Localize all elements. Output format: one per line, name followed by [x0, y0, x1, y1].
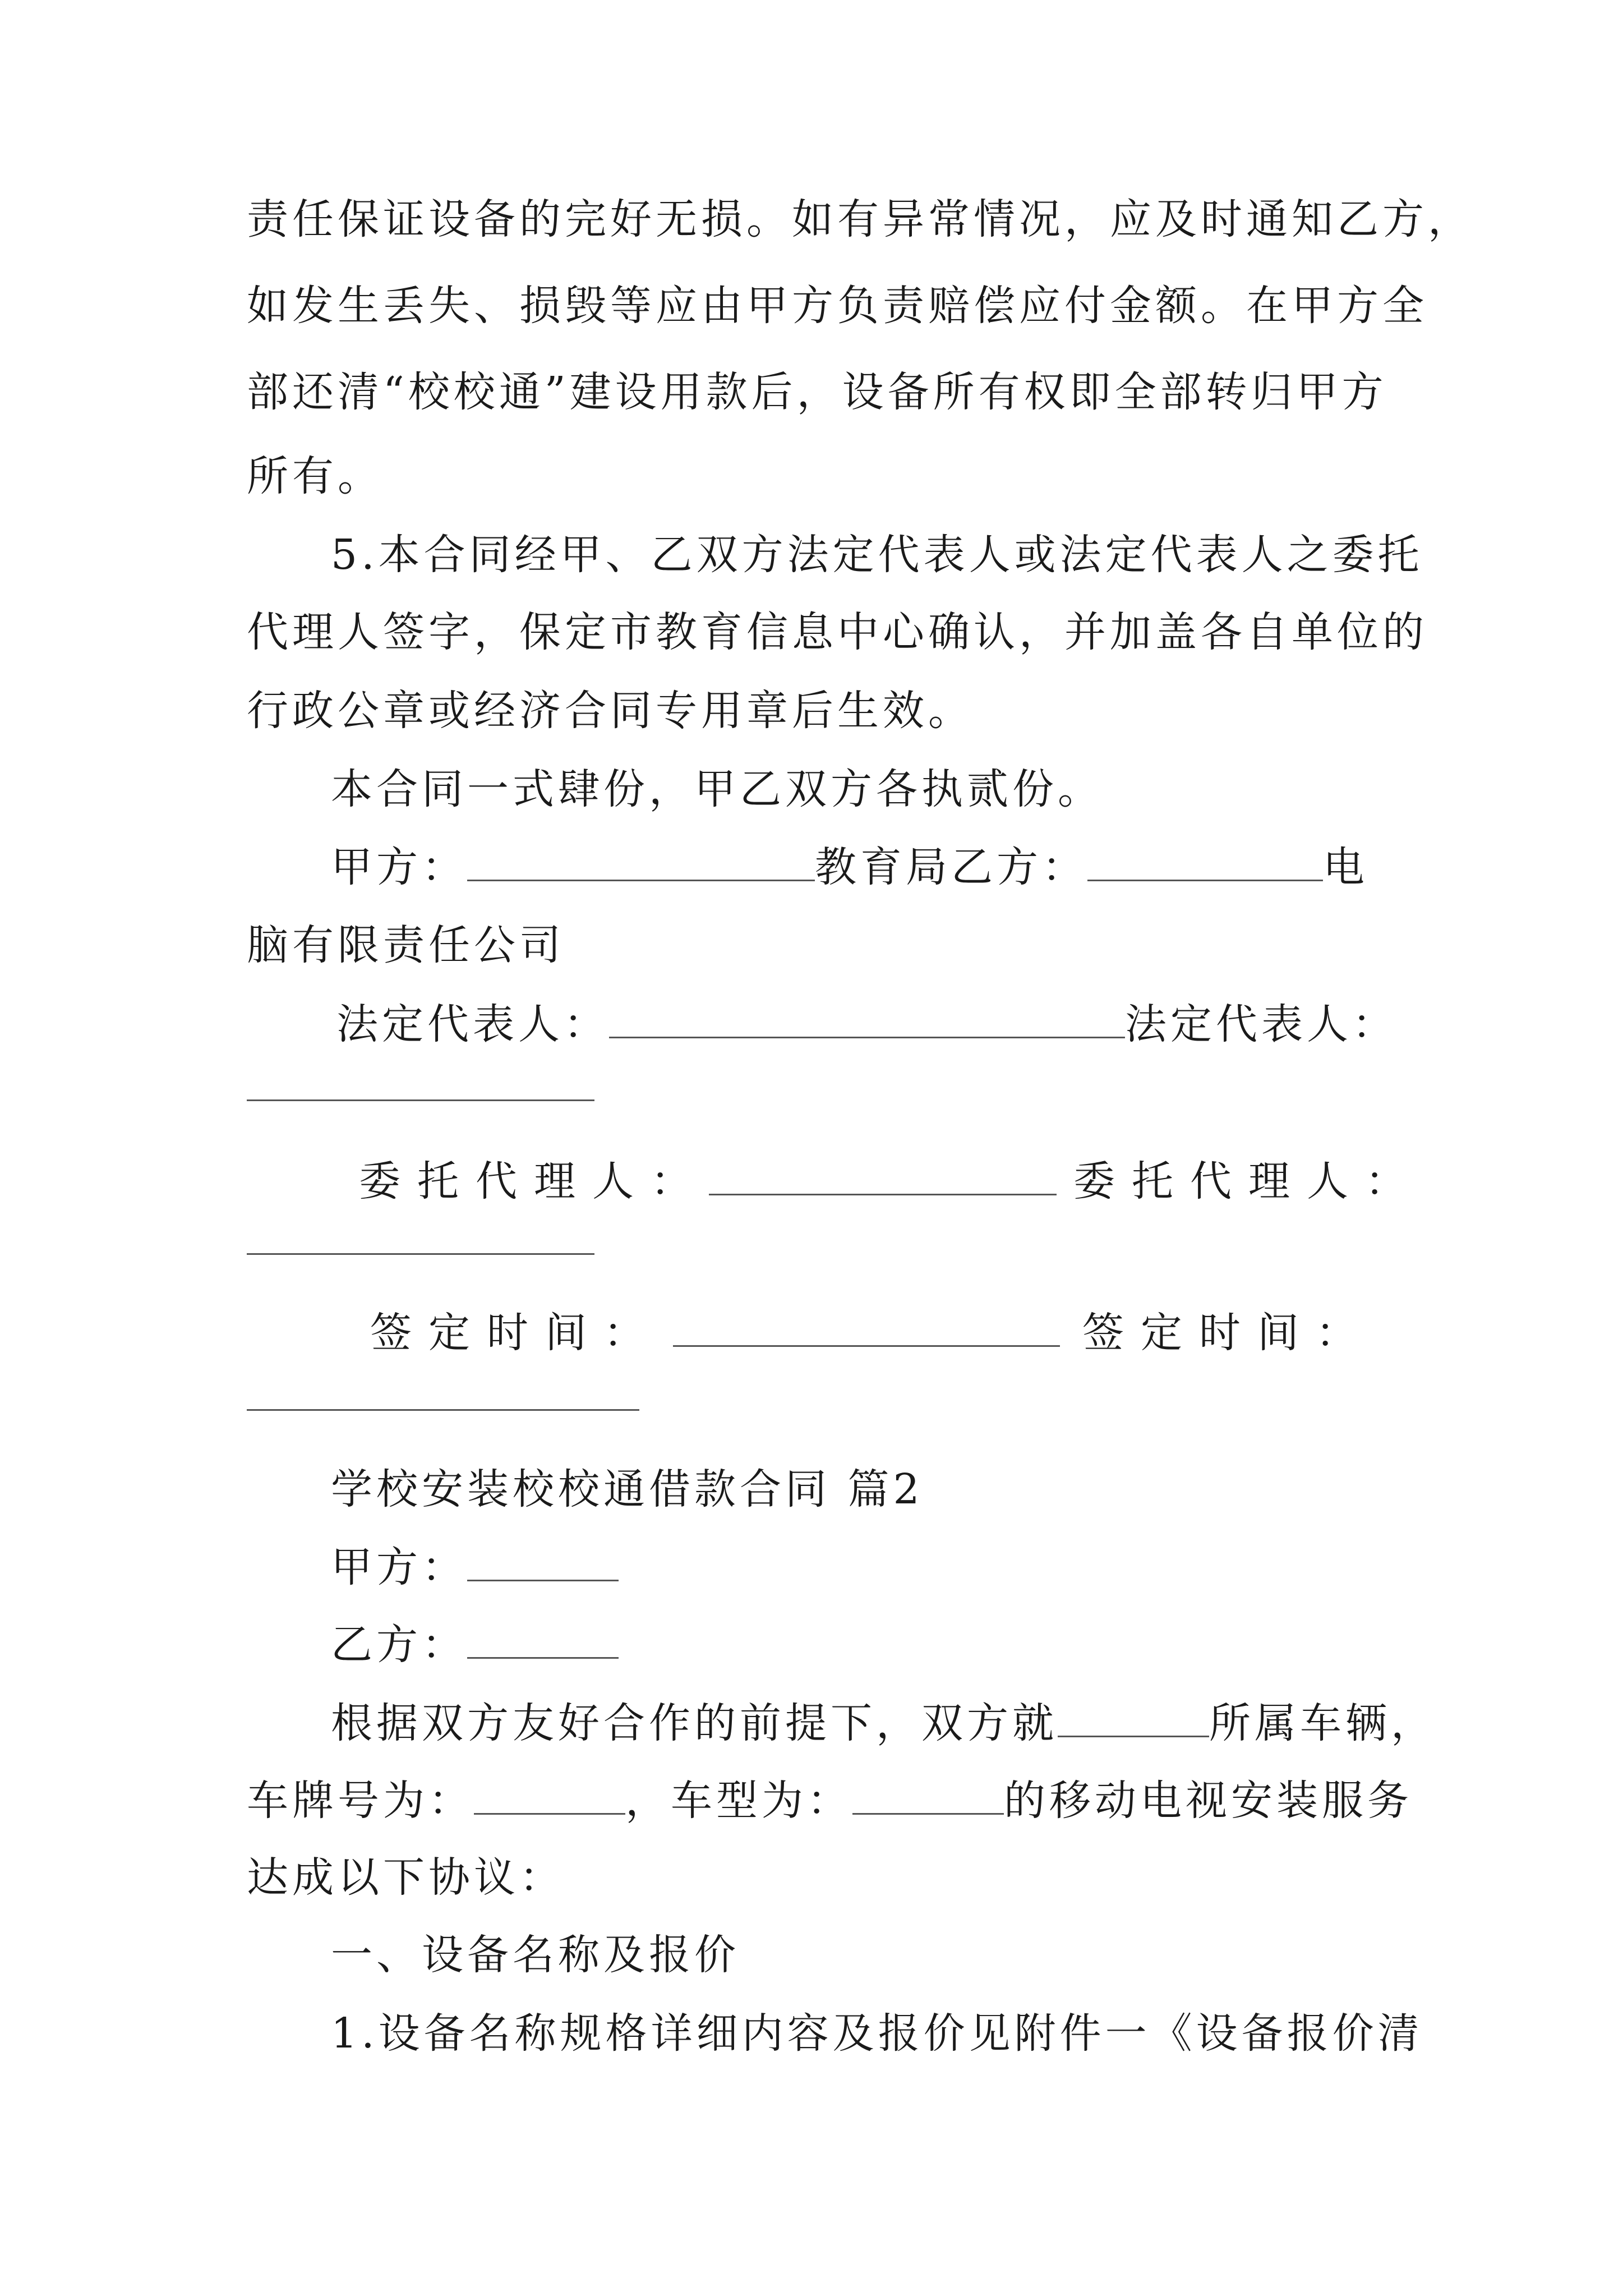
section-heading: 学校安装校校通借款合同 篇2 — [331, 1465, 924, 1513]
party-line: 甲方： 教育局乙方： 电 — [331, 836, 1396, 898]
paragraph-line: 所有。 — [247, 452, 383, 500]
blank-owner — [1058, 1692, 1209, 1737]
sign-date-line — [370, 1301, 1436, 1363]
party-b-line: 乙方： — [331, 1613, 1396, 1675]
blank-party-b — [1087, 836, 1323, 881]
blank-vehicle-model — [852, 1769, 1004, 1815]
label-agent-b: 委托代理人： — [1073, 1157, 1423, 1205]
label-sign-date-a: 签定时间： — [370, 1309, 662, 1357]
blank-agent-a — [709, 1150, 1057, 1195]
label-sign-date-b: 签定时间： — [1082, 1309, 1374, 1357]
paragraph-line: 责任保证设备的完好无损。如有异常情况，应及时通知乙方， — [247, 195, 1473, 243]
blank-party-a-2 — [467, 1536, 619, 1581]
paragraph-line: 1.设备名称规格详细内容及报价见附件一《设备报价清 — [331, 2009, 1423, 2058]
paragraph-line: 部还清“校校通”建设用款后，设备所有权即全部转归甲方 — [247, 368, 1387, 416]
paragraph-line: 5.本合同经甲、乙双方法定代表人或法定代表人之委托 — [331, 531, 1423, 579]
paragraph-line: 车牌号为： ，车型为： 的移动电视安装服务 — [247, 1769, 1396, 1831]
paragraph-line: 脑有限责任公司 — [247, 921, 565, 969]
label-party-b: 教育局乙方： — [815, 843, 1087, 891]
section-heading: 一、设备名称及报价 — [331, 1931, 740, 1979]
label-legal-rep-b: 法定代表人： — [1125, 1000, 1398, 1048]
label-party-a: 甲方： — [331, 843, 467, 891]
party-a-line: 甲方： — [331, 1536, 1396, 1598]
agent-line — [359, 1150, 1424, 1212]
blank-sign-date-b — [247, 1409, 639, 1411]
blank-agent-b — [247, 1253, 594, 1255]
blank-sign-date-a — [673, 1301, 1060, 1347]
blank-party-a — [467, 836, 815, 881]
paragraph-line: 达成以下协议： — [247, 1853, 565, 1902]
paragraph-line: 代理人签字，保定市教育信息中心确认，并加盖各自单位的 — [247, 608, 1428, 656]
blank-legal-rep-a — [609, 993, 1125, 1038]
paragraph-line: 本合同一式肆份，甲乙双方各执贰份。 — [331, 765, 1103, 813]
blank-plate-number — [474, 1769, 625, 1815]
paragraph-line: 行政公章或经济合同专用章后生效。 — [247, 687, 974, 735]
label-agent-a: 委托代理人： — [359, 1157, 709, 1205]
blank-party-b-2 — [467, 1613, 619, 1659]
label-legal-rep-a: 法定代表人： — [336, 1000, 609, 1048]
paragraph-line: 根据双方友好合作的前提下，双方就 所属车辆， — [331, 1692, 1396, 1754]
paragraph-line: 如发生丢失、损毁等应由甲方负责赔偿应付金额。在甲方全 — [247, 282, 1428, 330]
blank-legal-rep-b — [247, 1099, 594, 1101]
legal-rep-line — [336, 993, 1402, 1055]
